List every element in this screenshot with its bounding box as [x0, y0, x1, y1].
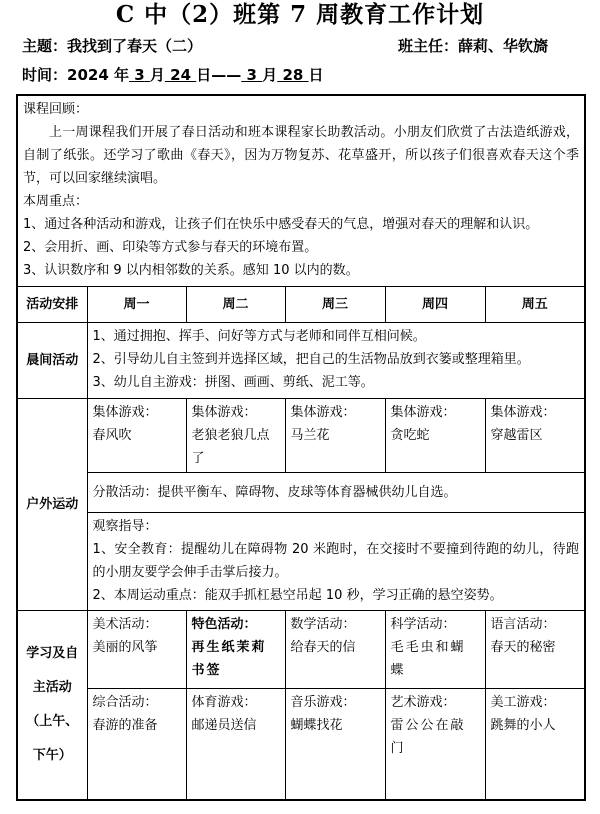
day-thursday: 周四: [385, 286, 485, 322]
day-friday: 周五: [485, 286, 585, 322]
theme-line: [22, 36, 202, 56]
morning-cell: [87, 322, 585, 398]
review-row: [17, 95, 585, 286]
plan-table: [16, 94, 586, 801]
time-year: 2024 年: [67, 66, 129, 84]
game-cell: [285, 398, 385, 472]
days-header-row: [17, 286, 585, 322]
focus-item: 1、通过各种活动和游戏，让孩子们在快乐中感受春天的气息，增强对春天的理解和认识。: [23, 217, 539, 232]
activity-type: 数学活动：: [290, 616, 356, 632]
activity-name: 邮递员送信: [191, 717, 257, 733]
game-type: 集体游戏：: [191, 404, 257, 420]
observation-item: 1、安全教育：提醒幼儿在障碍物 20 米跑时，在交接时不要撞到待跑的幼儿，待跑的小朋友要学会伸手击掌后接力。: [92, 541, 580, 580]
activity-name: 雷公公在敲门: [390, 717, 466, 756]
activity-cell-featured: [186, 610, 285, 688]
teacher-line: [398, 36, 548, 56]
day-tuesday: 周二: [186, 286, 285, 322]
page-title: C 中（2）班第 7 周教育工作计划: [115, 1, 485, 28]
activity-cell: [485, 688, 585, 800]
time-line: [22, 65, 324, 85]
month-char-2: 月: [262, 66, 278, 84]
game-type: 集体游戏：: [490, 404, 556, 420]
date-dash: ——: [211, 66, 242, 84]
activity-type: 语言活动：: [490, 616, 556, 632]
teacher-label: 班主任：: [398, 37, 459, 55]
game-cell: [87, 398, 186, 472]
game-cell: [186, 398, 285, 472]
morning-item: 3、幼儿自主游戏：拼图、画画、剪纸、泥工等。: [92, 374, 374, 390]
activity-type: 特色活动：: [191, 616, 257, 632]
activity-name: 美丽的风筝: [92, 639, 158, 655]
day-char-2: 日: [308, 66, 324, 84]
theme-label: 主题：: [22, 37, 68, 55]
learning-label: 学习及自 主活动 （上午、 下午）: [17, 610, 87, 800]
start-day: 24: [170, 66, 192, 84]
observation-item: 2、本周运动重点：能双手抓杠悬空吊起 10 秒，学习正确的悬空姿势。: [92, 587, 503, 603]
morning-row: [17, 322, 585, 398]
end-month: 3: [246, 66, 257, 84]
game-name: 春风吹: [92, 427, 132, 443]
game-cell: [485, 398, 585, 472]
activity-cell: [285, 688, 385, 800]
free-activity-cell: 分散活动：提供平衡车、障碍物、皮球等体育器械供幼儿自选。: [87, 472, 585, 512]
activity-name: 春游的准备: [92, 717, 158, 733]
morning-item: 2、引导幼儿自主签到并选择区域，把自己的生活物品放到衣篓或整理箱里。: [92, 351, 530, 367]
activity-cell: [87, 688, 186, 800]
activity-cell: [385, 610, 485, 688]
activity-type: 科学活动：: [390, 616, 456, 632]
game-name: 马兰花: [290, 427, 330, 443]
game-type: 集体游戏：: [92, 404, 158, 420]
time-label: 时间：: [22, 66, 68, 84]
end-day: 28: [282, 66, 304, 84]
game-type: 集体游戏：: [290, 404, 356, 420]
observation-cell: [87, 512, 585, 610]
outdoor-observation-row: [17, 512, 585, 610]
day-char: 日: [196, 66, 212, 84]
game-name: 贪吃蛇: [390, 427, 430, 443]
activity-cell: [186, 688, 285, 800]
morning-item: 1、通过拥抱、挥手、问好等方式与老师和同伴互相问候。: [92, 328, 426, 344]
game-cell: [385, 398, 485, 472]
outdoor-label: 户外运动: [17, 398, 87, 610]
game-name: 穿越雷区: [490, 427, 543, 443]
focus-item: 2、会用折、画、印染等方式参与春天的环境布置。: [23, 240, 318, 255]
focus-heading: 本周重点：: [23, 194, 89, 209]
day-monday: 周一: [87, 286, 186, 322]
activity-name: 给春天的信: [290, 639, 356, 655]
activity-name: 蝴蝶找花: [290, 717, 343, 733]
activity-type: 艺术游戏：: [390, 694, 456, 710]
outdoor-games-row: [17, 398, 585, 472]
activity-type: 美工游戏：: [490, 694, 556, 710]
outdoor-free-row: [17, 472, 585, 512]
activity-cell: [285, 610, 385, 688]
activity-type: 音乐游戏：: [290, 694, 356, 710]
learning-row-2: [17, 688, 585, 800]
start-month: 3: [134, 66, 145, 84]
focus-item: 3、认识数序和 9 以内相邻数的关系。感知 10 以内的数。: [23, 263, 359, 278]
theme-value: 我找到了春天（二）: [67, 37, 203, 55]
activity-cell: [87, 610, 186, 688]
activity-name: 毛毛虫和蝴蝶: [390, 639, 466, 678]
activity-name: 春天的秘密: [490, 639, 556, 655]
morning-label: 晨间活动: [17, 322, 87, 398]
game-name: 老狼老狼几点了: [191, 427, 270, 466]
review-paragraph: 上一周课程我们开展了春日活动和班本课程家长助教活动。小朋友们欣赏了古法造纸游戏，自制了纸张。还学习了歌曲《春天》，因为万物复苏、花草盛开，所以孩子们很喜欢春天这个季节，可以回家继续演唱。: [23, 125, 580, 186]
activity-cell: [485, 610, 585, 688]
activity-type: 美术活动：: [92, 616, 158, 632]
game-type: 集体游戏：: [390, 404, 456, 420]
activity-name: 再生纸茉莉书签: [191, 639, 267, 678]
activity-type: 综合活动：: [92, 694, 158, 710]
day-wednesday: 周三: [285, 286, 385, 322]
activity-cell: [385, 688, 485, 800]
month-char: 月: [149, 66, 165, 84]
activity-type: 体育游戏：: [191, 694, 257, 710]
review-cell: [17, 95, 585, 286]
schedule-header-label: 活动安排: [17, 286, 87, 322]
activity-name: 跳舞的小人: [490, 717, 556, 733]
learning-row-1: [17, 610, 585, 688]
review-heading: 课程回顾：: [23, 102, 89, 117]
teacher-value: 薛莉、华钦旖: [458, 37, 549, 55]
observation-heading: 观察指导：: [92, 518, 158, 534]
